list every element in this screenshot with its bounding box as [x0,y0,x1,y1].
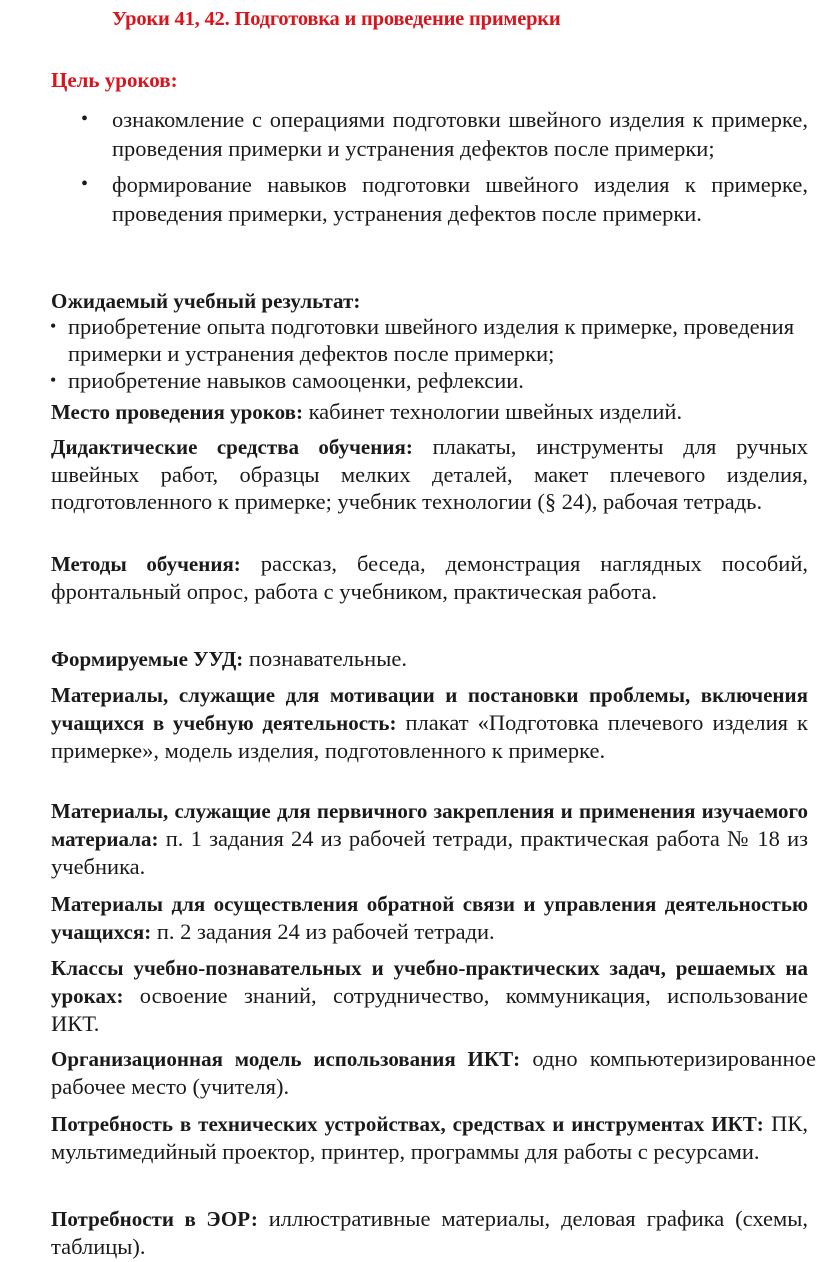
section-devices [51,1110,808,1165]
section-label: Место проведения уроков: [51,400,303,424]
section-text: ПК, мультимедийный проектор, принтер, программы для работы с ресурсами. [51,1111,808,1164]
section-label: Организационная модель использования ИКТ: [51,1047,521,1071]
section-label: Материалы, служащие для мотивации и постановки проблемы, включения учащихся в учебную деятельность: [51,683,808,735]
bullet-icon: • [50,316,57,336]
section-text: рассказ, беседа, демонстрация наглядных пособий, фронтальный опрос, работа с учебником, практическая работа. [51,551,808,604]
goal-item-text: ознакомление с операциями подготовки швейного изделия к примерке, проведения примерки и устранения дефектов после примерки; [112,107,808,161]
goal-heading: Цель уроков: [51,68,178,92]
section-text: плакат «Подготовка плечевого изделия к примерке», модель изделия, подготовленного к примерке. [51,710,808,763]
section-label: Дидактические средства обучения: [51,435,413,459]
list-item [0,367,816,394]
section-text: познавательные. [243,646,407,671]
result-heading: Ожидаемый учебный результат: [51,289,361,313]
section-eor [51,1205,808,1260]
section-text: кабинет технологии швейных изделий. [302,399,683,424]
section-text: п. 1 задания 24 из рабочей тетради, практическая работа № 18 из учебника. [51,826,808,879]
section-tasks [51,954,808,1037]
section-didactic [51,433,808,515]
section-text: освоение знаний, сотрудничество, коммуникация, использование ИКТ. [51,983,808,1036]
section-text: иллюстративные материалы, деловая графика (схемы, таблицы). [51,1206,808,1259]
section-label: Материалы для осуществления обратной связи и управления деятельностью учащихся: [51,892,808,944]
result-item-text: приобретение навыков самооценки, рефлексии. [68,368,524,393]
bullet-icon: • [50,370,57,390]
goal-list [0,105,816,235]
section-text: плакаты, инструменты для ручных швейных работ, образцы мелких деталей, макет плечевого изделия, подготовленного к примерке; учебник технологии (§ 24), рабочая тетрадь. [51,434,808,514]
section-primary [51,797,808,880]
list-item [0,313,816,367]
page-title: Уроки 41, 42. Подготовка и проведение примерки [112,8,561,30]
section-methods [51,550,808,605]
section-uud [51,645,808,673]
section-label: Методы обучения: [51,552,241,576]
section-label: Потребности в ЭОР: [51,1207,258,1231]
section-place [51,398,808,426]
list-item [0,105,816,163]
section-label: Потребность в технических устройствах, средствах и инструментах ИКТ: [51,1112,764,1136]
section-text: п. 2 задания 24 из рабочей тетради. [151,919,495,944]
section-label: Формируемые УУД: [51,647,244,671]
section-label: Классы учебно-познавательных и учебно-практических задач, решаемых на уроках: [51,956,808,1008]
bullet-icon: • [81,173,89,195]
section-text: одно компьютеризированное рабочее место (учителя). [51,1046,816,1099]
section-motivation [51,681,808,764]
section-feedback [51,890,808,946]
section-label: Материалы, служащие для первичного закрепления и применения изучаемого материала: [51,799,808,851]
list-item [0,170,816,228]
goal-item-text: формирование навыков подготовки швейного изделия к примерке, проведения примерки, устранения дефектов после примерки. [112,172,808,226]
bullet-icon: • [81,108,89,130]
section-ikt-model [51,1045,816,1100]
result-item-text: приобретение опыта подготовки швейного изделия к примерке, проведения примерки и устранения дефектов после примерки; [68,314,795,366]
result-list [0,313,816,394]
